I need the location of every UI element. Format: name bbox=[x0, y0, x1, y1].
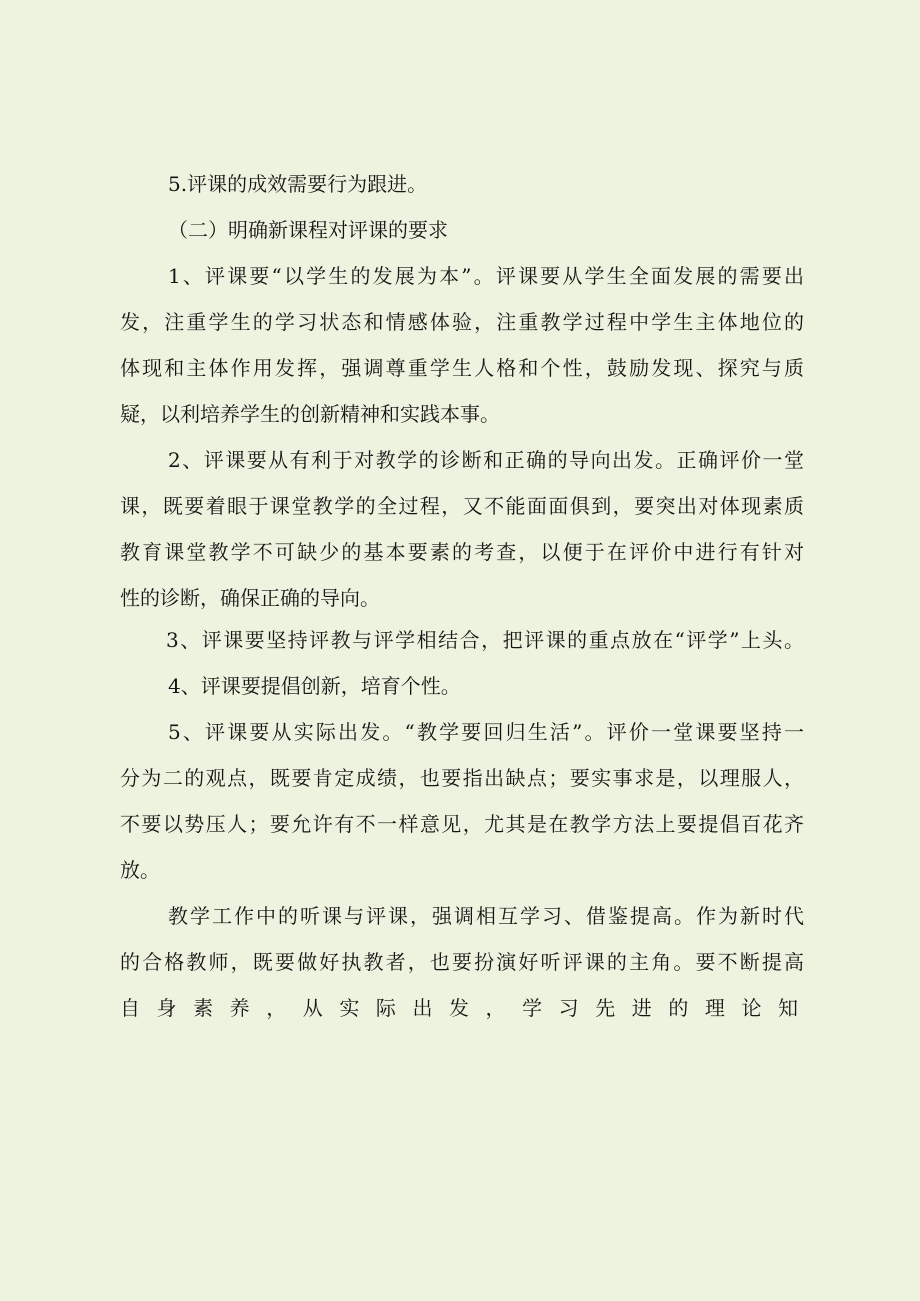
text-line-6: 疑，以利培养学生的创新精神和实践本事。 bbox=[120, 402, 500, 426]
text-line-1: 5.评课的成效需要行为跟进。 bbox=[168, 172, 428, 196]
text-line-14: 分为二的观点，既要肯定成绩，也要指出缺点；要实事求是，以理服人， bbox=[120, 766, 804, 790]
text-line-8: 课，既要着眼于课堂教学的全过程，又不能面面俱到，要突出对体现素质 bbox=[120, 494, 804, 518]
text-line-7: 2、评课要从有利于对教学的诊断和正确的导向出发。正确评价一堂 bbox=[168, 448, 804, 472]
text-line-4: 发，注重学生的学习状态和情感体验，注重教学过程中学生主体地位的 bbox=[120, 310, 804, 334]
text-line-17: 教学工作中的听课与评课，强调相互学习、借鉴提高。作为新时代 bbox=[168, 904, 804, 928]
text-line-15: 不要以势压人；要允许有不一样意见，尤其是在教学方法上要提倡百花齐 bbox=[120, 812, 804, 836]
text-line-12: 4、评课要提倡创新，培育个性。 bbox=[168, 674, 461, 698]
section-heading: （二）明确新课程对评课的要求 bbox=[168, 218, 448, 242]
text-line-16: 放。 bbox=[120, 858, 160, 882]
text-line-11: 3、评课要坚持评教与评学相结合，把评课的重点放在“评学”上头。 bbox=[166, 628, 804, 652]
text-line-19: 自身素养，从实际出发，学习先进的理论知 bbox=[120, 996, 804, 1020]
text-line-3: 1、评课要“以学生的发展为本”。评课要从学生全面发展的需要出 bbox=[168, 264, 804, 288]
document-page bbox=[120, 0, 804, 1301]
text-line-5: 体现和主体作用发挥，强调尊重学生人格和个性，鼓励发现、探究与质 bbox=[120, 356, 804, 380]
text-line-9: 教育课堂教学不可缺少的基本要素的考查，以便于在评价中进行有针对 bbox=[120, 540, 804, 564]
text-line-13: 5、评课要从实际出发。“教学要回归生活”。评价一堂课要坚持一 bbox=[168, 720, 804, 744]
text-line-10: 性的诊断，确保正确的导向。 bbox=[120, 586, 380, 610]
text-line-18: 的合格教师，既要做好执教者，也要扮演好听评课的主角。要不断提高 bbox=[120, 950, 804, 974]
